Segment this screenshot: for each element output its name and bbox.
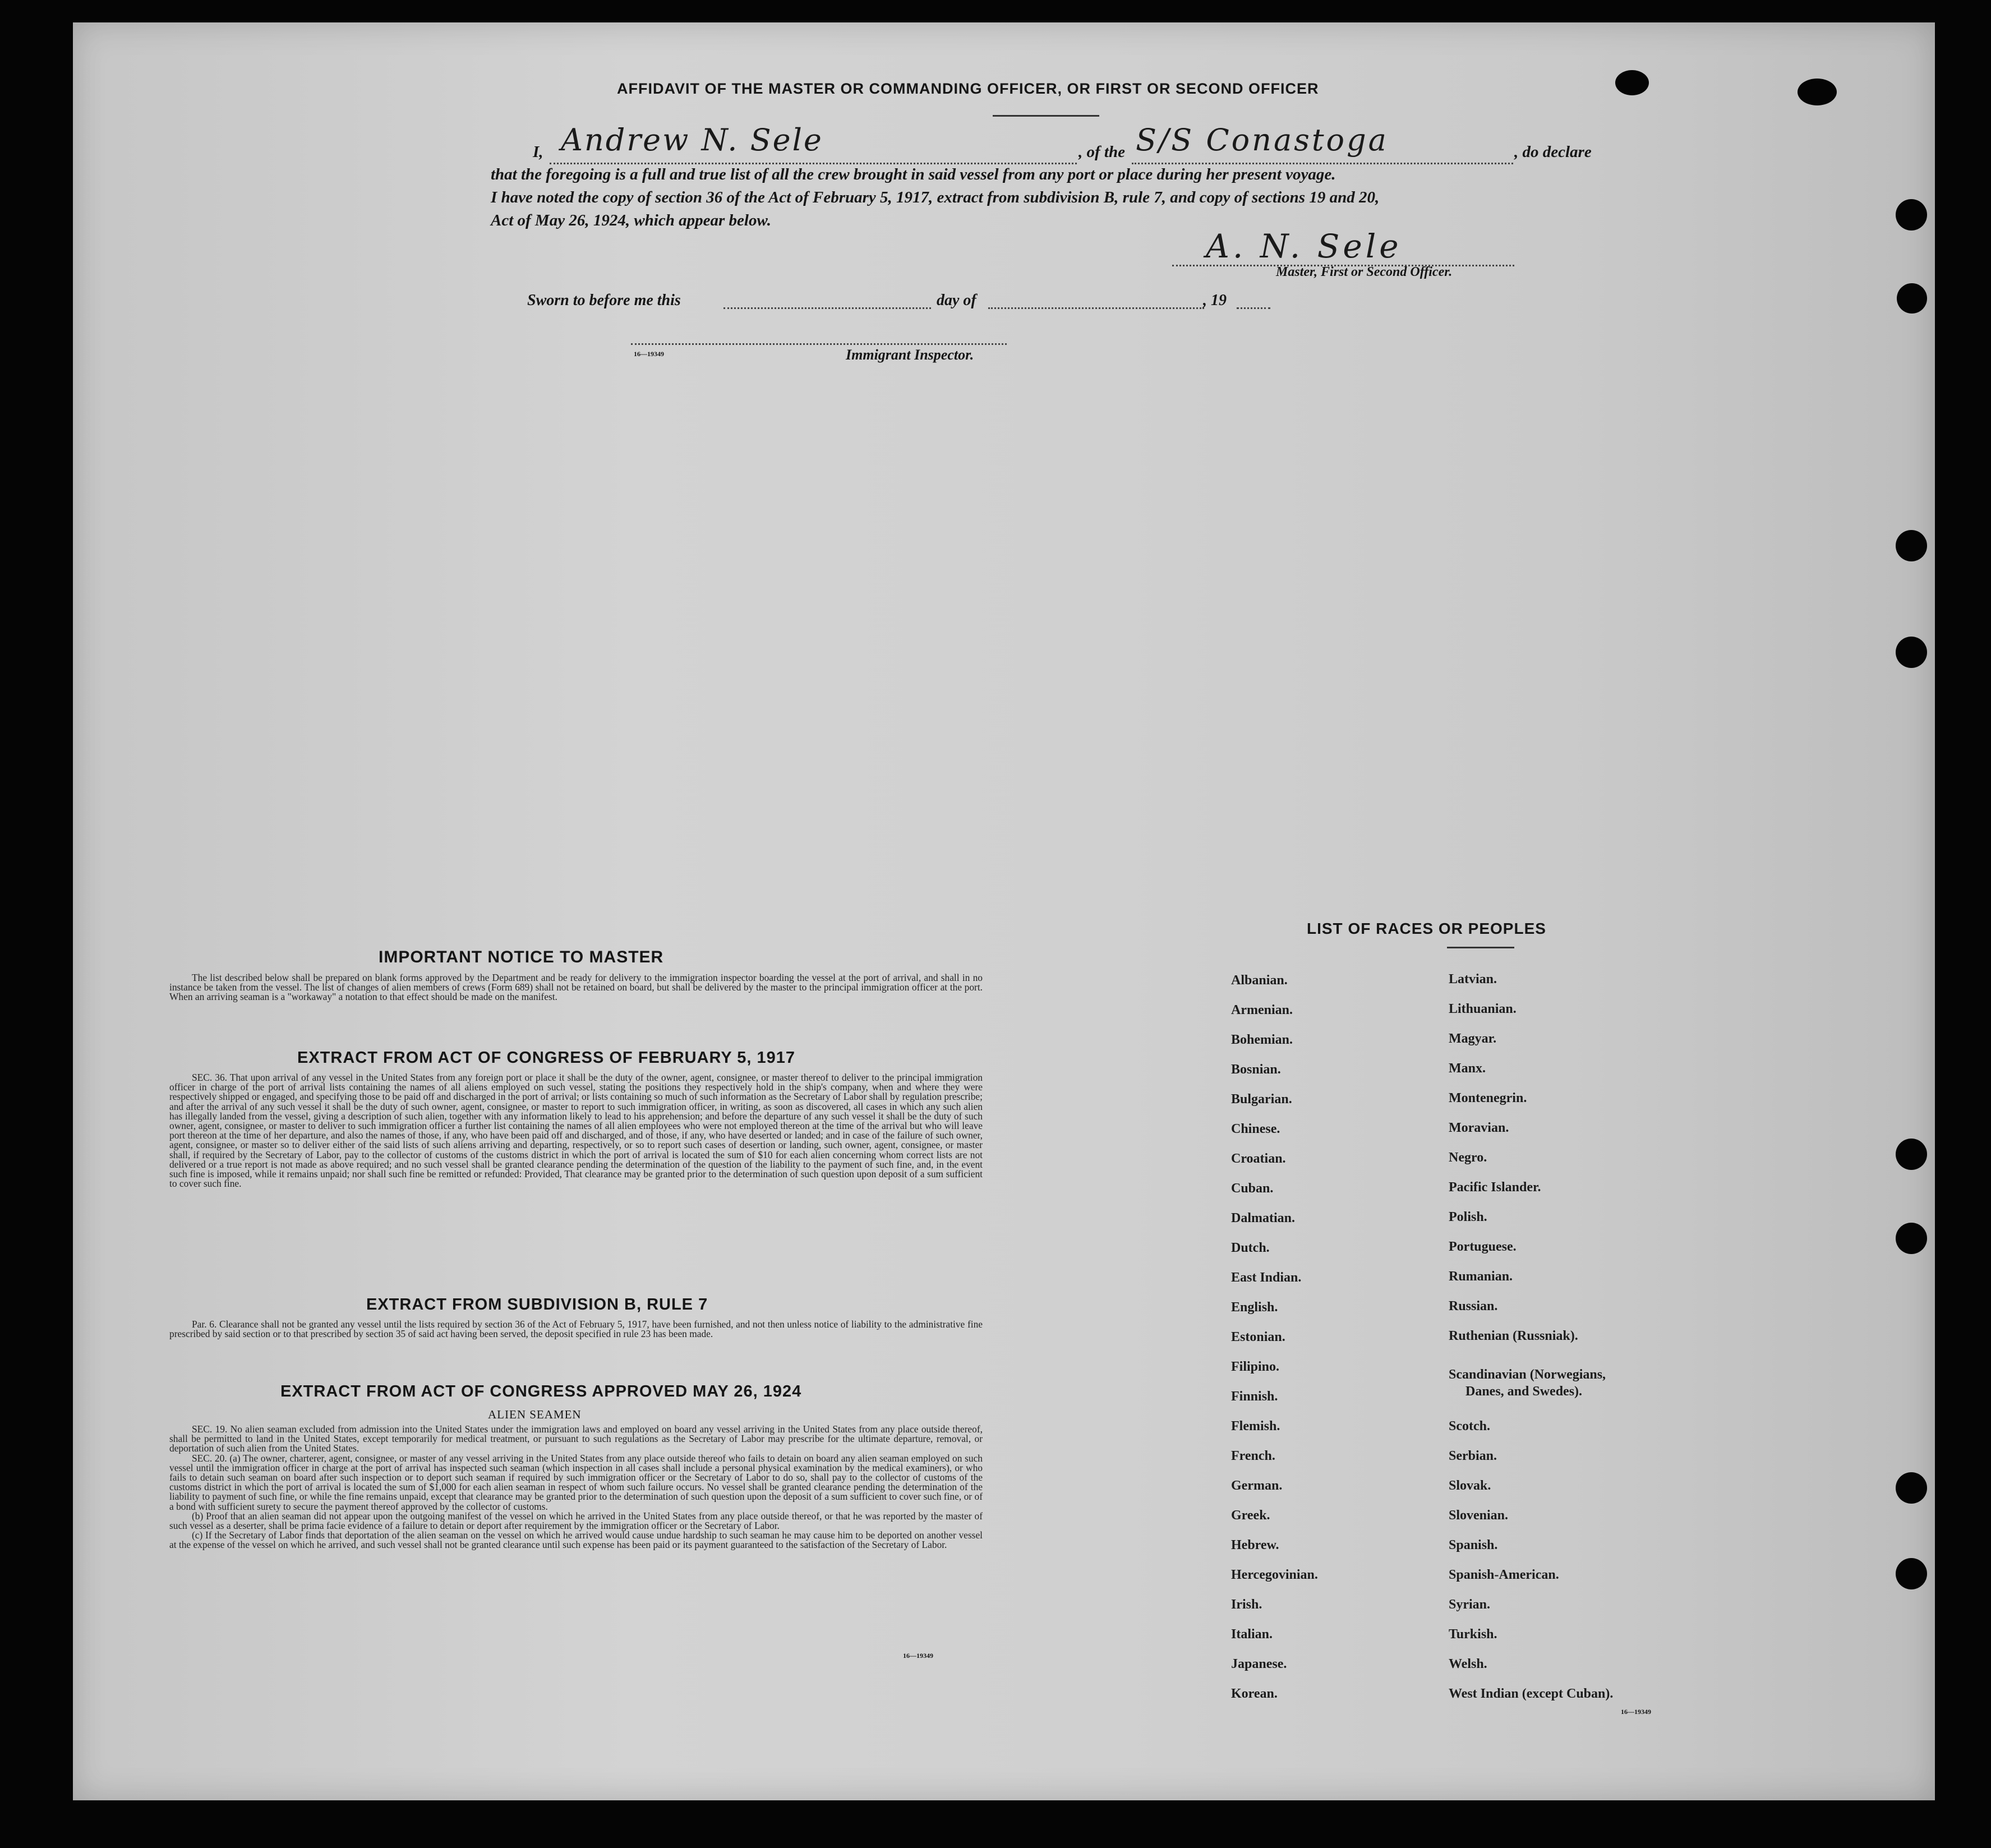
- race-right-20: Spanish.: [1449, 1538, 1498, 1552]
- race-right-15: Danes, and Swedes).: [1465, 1384, 1583, 1399]
- race-right-3: Magyar.: [1449, 1031, 1497, 1046]
- race-right-17: Serbian.: [1449, 1449, 1497, 1463]
- races-title-rule: [1447, 947, 1514, 948]
- race-left-16: Flemish.: [1231, 1419, 1280, 1434]
- sworn-year-label: , 19: [1203, 292, 1227, 309]
- race-right-1: Latvian.: [1449, 972, 1497, 987]
- race-right-14: Scandinavian (Norwegians,: [1449, 1367, 1606, 1382]
- extract-1917-body: SEC. 36. That upon arrival of any vessel in the United States from any foreign port or place it shall be the duty of the owner, agent, consignee, or master thereof to deliver to the principal immigration officer in charge of the port of arrival lists containing the names of all aliens employed on such vessel, stating the positions they respectively hold in the ship's company, when and where they were respectively shipped or engaged, and specifying those to be paid off and discharged in the port of arrival; or lists containing so much of such information as the Secretary of Labor shall by regulation prescribe; and after the arrival of any such vessel it shall be the duty of such owner, agent, consignee, or master to report to such immigration officer, in writing, as soon as discovered, all cases in which any such alien has illegally landed from the vessel, giving a description of such alien, together with any information likely to lead to his apprehension; and before the departure of any such vessel it shall be the duty of such owner, agent, consignee, or master to deliver to such immigration officer a further list containing the names of all alien employees who were not employed thereon at the time of the arrival but who will leave port thereon at the time of her departure, and also the names of those, if any, who have been paid off and discharged, and of those, if any, who have deserted or landed; and in case of the failure of such owner, agent, consignee, or master so to deliver either of the said lists of such aliens arriving and departing, respectively, or so to report such cases of desertion or landing, such owner, agent, consignee, or master shall, if required by the Secretary of Labor, pay to the collector of customs of the customs district in which the port of arrival is located the sum of $10 for each alien concerning whom correct lists are not delivered or a true report is not made as above required; and no such vessel shall be granted clearance pending the determination of the question of the liability to the payment of such fine, and, in the event such fine is imposed, while it remains unpaid; nor shall such fine be remitted or refunded: Provided, That clearance may be granted prior to the determination of such question upon deposit of a sum sufficient to cover such fine.: [169, 1072, 983, 1190]
- race-left-3: Bohemian.: [1231, 1033, 1293, 1047]
- sworn-month-field: [988, 307, 1204, 309]
- race-left-19: Greek.: [1231, 1508, 1270, 1523]
- inspector-caption: Immigrant Inspector.: [846, 347, 974, 363]
- declaration-line-2: that the foregoing is a full and true list of all the crew brought in said vessel from any port or place during her present voyage.: [491, 165, 1336, 183]
- race-left-18: German.: [1231, 1478, 1283, 1493]
- race-right-21: Spanish-American.: [1449, 1568, 1559, 1582]
- races-title: LIST OF RACES OR PEOPLES: [1307, 920, 1546, 937]
- rule7-title: EXTRACT FROM SUBDIVISION B, RULE 7: [366, 1296, 708, 1314]
- race-right-19: Slovenian.: [1449, 1508, 1509, 1523]
- affidavit-title: AFFIDAVIT OF THE MASTER OR COMMANDING OFFICER, OR FIRST OR SECOND OFFICER: [617, 80, 1319, 97]
- race-right-18: Slovak.: [1449, 1478, 1491, 1493]
- race-left-6: Chinese.: [1231, 1122, 1280, 1136]
- race-left-22: Irish.: [1231, 1597, 1262, 1612]
- race-left-24: Japanese.: [1231, 1657, 1287, 1671]
- form-number-top: 16—19349: [634, 350, 664, 358]
- of-the-label: , of the: [1079, 143, 1125, 161]
- notice-body: The list described below shall be prepared on blank forms approved by the Department and be ready for delivery to the immigration inspector boarding the vessel at the port of arrival, and shall in no instance be taken from the vessel. The list of changes of alien members of crews (Form 689) shall not be retained on board, but shall be delivered by the master to the principal immigration officer at the port. When an arriving seaman is a "workaway" a notation to that effect should be made on the manifest.: [169, 972, 983, 1003]
- notice-title: IMPORTANT NOTICE TO MASTER: [379, 948, 664, 966]
- race-left-15: Finnish.: [1231, 1389, 1278, 1404]
- race-left-13: Estonian.: [1231, 1330, 1285, 1344]
- race-right-25: West Indian (except Cuban).: [1449, 1686, 1614, 1701]
- race-right-11: Rumanian.: [1449, 1269, 1513, 1284]
- vessel-field: [1132, 163, 1513, 164]
- name-field: [550, 163, 1077, 164]
- race-left-21: Hercegovinian.: [1231, 1568, 1318, 1582]
- i-label: I,: [533, 143, 543, 161]
- race-left-12: English.: [1231, 1300, 1278, 1315]
- sworn-day-label: day of: [937, 292, 976, 309]
- race-left-10: Dutch.: [1231, 1241, 1270, 1255]
- binder-hole: [1896, 637, 1927, 668]
- race-right-4: Manx.: [1449, 1061, 1486, 1076]
- race-right-22: Syrian.: [1449, 1597, 1491, 1612]
- race-left-5: Bulgarian.: [1231, 1092, 1292, 1107]
- declaration-line-3: I have noted the copy of section 36 of the Act of February 5, 1917, extract from subdivision B, rule 7, and copy of sections 19 and 20,: [491, 188, 1380, 206]
- race-right-6: Moravian.: [1449, 1121, 1509, 1135]
- race-right-16: Scotch.: [1449, 1419, 1490, 1434]
- race-left-23: Italian.: [1231, 1627, 1273, 1642]
- race-left-25: Korean.: [1231, 1686, 1278, 1701]
- race-right-24: Welsh.: [1449, 1657, 1487, 1671]
- race-right-7: Negro.: [1449, 1150, 1487, 1165]
- race-left-20: Hebrew.: [1231, 1538, 1279, 1552]
- race-left-17: French.: [1231, 1449, 1275, 1463]
- binder-hole: [1896, 530, 1927, 561]
- extract-1924-body: [169, 1425, 983, 1550]
- binder-hole: [1896, 1223, 1927, 1254]
- race-left-14: Filipino.: [1231, 1359, 1280, 1374]
- form-number-bottom: 16—19349: [903, 1652, 933, 1660]
- race-right-12: Russian.: [1449, 1299, 1498, 1314]
- race-right-13: Ruthenian (Russniak).: [1449, 1329, 1578, 1343]
- binder-hole: [1896, 1558, 1927, 1589]
- race-left-11: East Indian.: [1231, 1270, 1302, 1285]
- race-right-8: Pacific Islander.: [1449, 1180, 1541, 1195]
- ink-blot: [1798, 79, 1837, 105]
- race-right-23: Turkish.: [1449, 1627, 1497, 1642]
- do-declare-label: , do declare: [1514, 143, 1592, 161]
- binder-hole: [1896, 199, 1927, 231]
- sec19-text: SEC. 19. No alien seaman excluded from admission into the United States under the immigration laws and employed on board any vessel arriving in the United States from any place outside thereof, shall be permitted to land in the United States, except temporarily for medical treatment, or pursuant to such regulations as the Secretary of Labor may prescribe for the ultimate departure, removal, or deportation of such alien from the United States.: [169, 1423, 983, 1454]
- race-left-1: Albanian.: [1231, 973, 1288, 988]
- extract-1924-subtitle: ALIEN SEAMEN: [488, 1408, 582, 1421]
- signature-caption: Master, First or Second Officer.: [1276, 265, 1453, 279]
- sworn-year-field: [1237, 307, 1270, 309]
- sec20b-text: (b) Proof that an alien seaman did not appear upon the outgoing manifest of the vessel on which he arrived in the United States from any place outside thereof, or that he was reported by the master of such vessel as a deserter, shall be prima facie evidence of a failure to detain or deport after requirement by the immigration officer or the Secretary of Labor.: [169, 1510, 983, 1532]
- binder-hole: [1897, 283, 1927, 314]
- sec20c-text: (c) If the Secretary of Labor finds that deportation of the alien seaman on the vessel on which he arrived would cause undue hardship to such seaman he may cause him to be deported on another vessel at the expense of the vessel on which he arrived, and such vessel shall not be granted clearance until such expense has been paid or its payment guaranteed to the satisfaction of the Secretary of Labor.: [169, 1529, 983, 1551]
- race-left-7: Croatian.: [1231, 1151, 1286, 1166]
- inspector-line: [631, 343, 1007, 345]
- binder-hole: [1896, 1472, 1927, 1504]
- race-left-9: Dalmatian.: [1231, 1211, 1295, 1225]
- title-rule: [993, 115, 1099, 117]
- race-left-4: Bosnian.: [1231, 1062, 1281, 1077]
- race-left-8: Cuban.: [1231, 1181, 1274, 1196]
- ink-blot: [1615, 70, 1649, 95]
- form-number-races: 16—19349: [1621, 1708, 1651, 1716]
- extract-1917-title: EXTRACT FROM ACT OF CONGRESS OF FEBRUARY 5, 1917: [297, 1049, 796, 1067]
- signature-handwritten: A. N. Sele: [1206, 227, 1402, 265]
- race-right-5: Montenegrin.: [1449, 1091, 1527, 1105]
- race-right-2: Lithuanian.: [1449, 1002, 1517, 1016]
- vessel-handwritten: S/S Conastoga: [1136, 122, 1389, 158]
- binder-hole: [1896, 1139, 1927, 1170]
- rule7-body: Par. 6. Clearance shall not be granted any vessel until the lists required by section 36 of the Act of February 5, 1917, have been furnished, and not then unless notice of liability to the administrative fine prescribed by said section or to that prescribed by section 35 of said act having been served, the deposit specified in rule 23 has been made.: [169, 1319, 983, 1340]
- race-right-10: Portuguese.: [1449, 1239, 1517, 1254]
- extract-1924-title: EXTRACT FROM ACT OF CONGRESS APPROVED MAY 26, 1924: [280, 1382, 802, 1400]
- sworn-prefix: Sworn to before me this: [527, 292, 681, 309]
- name-handwritten: Andrew N. Sele: [561, 122, 823, 158]
- race-left-2: Armenian.: [1231, 1003, 1293, 1017]
- sworn-date-field: [723, 307, 931, 309]
- declaration-line-4: Act of May 26, 1924, which appear below.: [491, 211, 771, 229]
- sec20a-text: SEC. 20. (a) The owner, charterer, agent, consignee, or master of any vessel arriving in the United States from any place outside thereof who fails to detain on board any alien seaman employed on such vessel until the immigration officer in charge at the port of arrival has inspected such seaman (which inspection in all cases shall include a personal physical examination by the medical examiners), or who fails to detain such seaman on board after such inspection or to deport such seaman if required by such immigration officer or the Secretary of Labor to do so, shall pay to the collector of customs of the customs district in which the port of arrival is located the sum of $1,000 for each alien seaman in respect of whom such failure occurs. No vessel shall be granted clearance pending the determination of the liability to payment of such fine, or while the fine remains unpaid, except that clearance may be granted prior to the determination of such question upon the deposit of a sum sufficient to cover such fine, or of a bond with sufficient surety to secure the payment thereof approved by the collector of customs.: [169, 1452, 983, 1512]
- race-right-9: Polish.: [1449, 1210, 1487, 1224]
- document-page: [73, 22, 1935, 1800]
